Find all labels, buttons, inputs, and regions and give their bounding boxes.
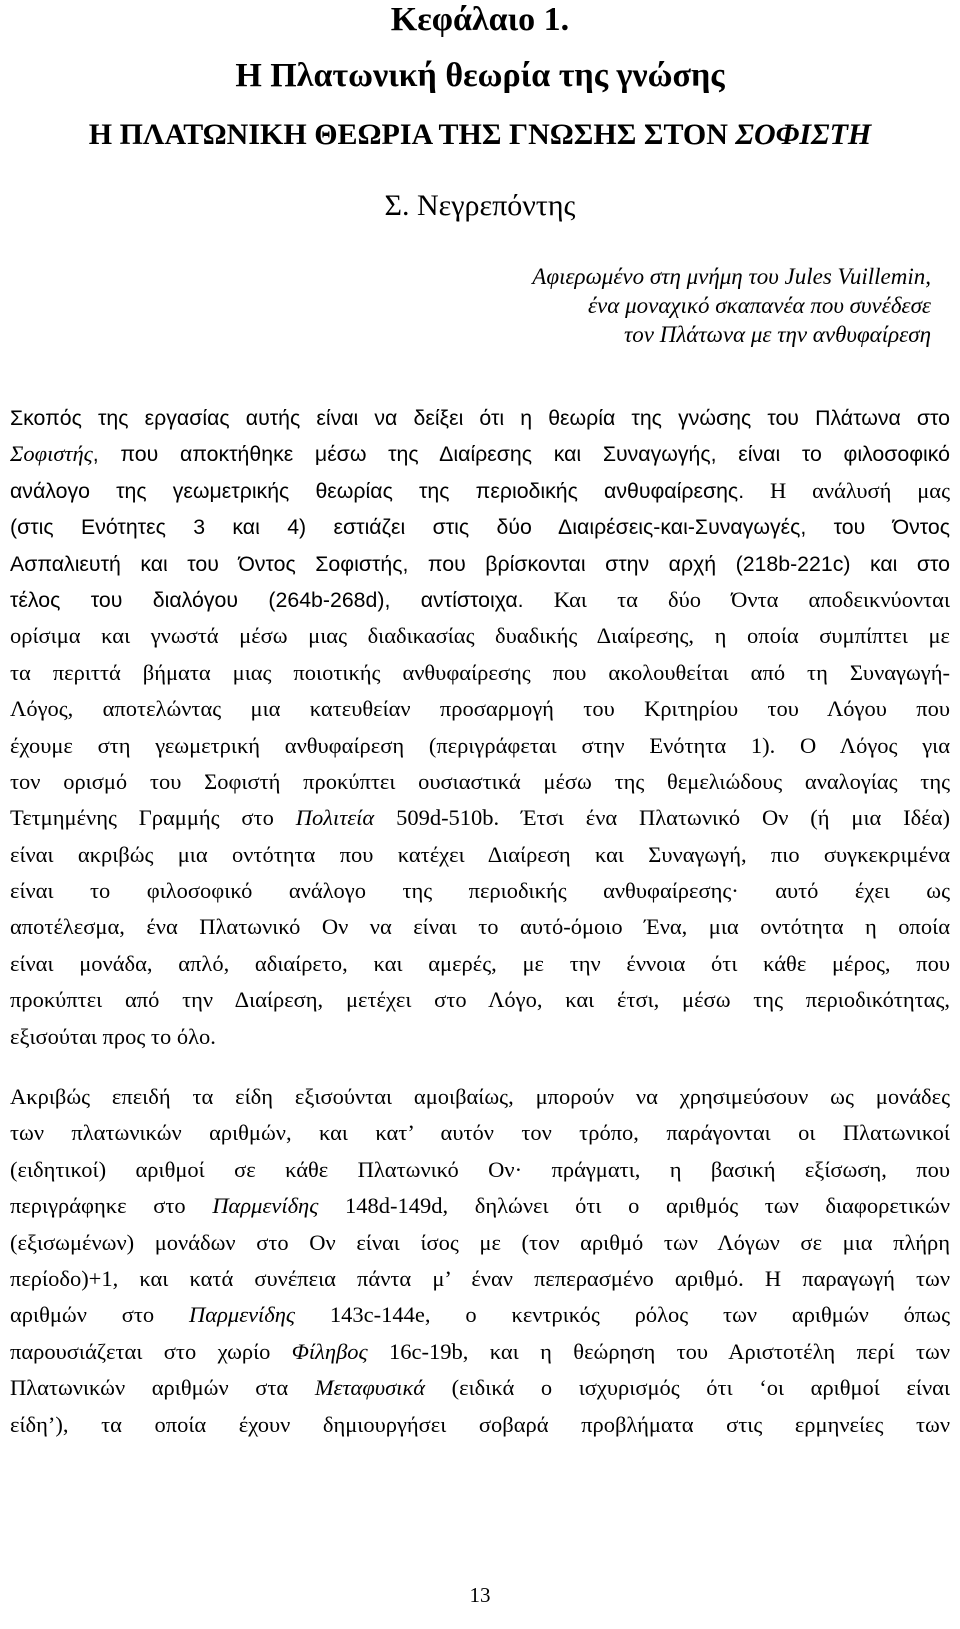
text-line: είναι το φιλοσοφικό ανάλογο της περιοδικής ανθυφαίρεσης· αυτό έχει ως bbox=[10, 878, 950, 904]
italic-title: Σοφιστής bbox=[10, 441, 93, 467]
text-span: περίοδο)+1, και κατά συνέπεια πάντα μ’ έναν πεπερασμένο αριθμό. bbox=[10, 1265, 744, 1291]
text-line: (ειδητικοί) αριθμοί σε κάθε Πλατωνικό Ον· πράγματι, η βασική εξίσωση, που bbox=[10, 1156, 950, 1182]
text-line: Σκοπός της εργασίας αυτής είναι να δείξει ότι η θεωρία της γνώσης του Πλάτωνα στο bbox=[10, 406, 950, 430]
text-line: είδη’), τα οποία έχουν δημιουργήσει σοβαρά προβλήματα στις ερμηνείες των bbox=[10, 1411, 950, 1437]
dedication-line: τον Πλάτωνα με την ανθυφαίρεση bbox=[624, 322, 931, 347]
text-line: ορίσιμα και γνωστά μέσω μιας διαδικασίας δυαδικής Διαίρεσης, η οποία συμπίπτει με bbox=[10, 623, 950, 649]
text-span: παρουσιάζεται στο χωρίο bbox=[10, 1338, 292, 1364]
text-line: είναι μονάδα, απλό, αδιαίρετο, και αμερές, με την έννοια ότι κάθε μέρος, που bbox=[10, 950, 950, 976]
text-line bbox=[10, 1334, 950, 1370]
text-line: των πλατωνικών αριθμών, και κατ’ αυτόν τον τρόπο, παράγονται οι Πλατωνικοί bbox=[10, 1120, 950, 1146]
dedication-line: ένα μοναχικό σκαπανέα που συνέδεσε bbox=[587, 293, 931, 318]
text-line bbox=[10, 1188, 950, 1224]
text-line: έχουμε στη γεωμετρική ανθυφαίρεση (περιγράφεται στην Ενότητα 1). Ο Λόγος για bbox=[10, 732, 950, 758]
italic-title: Φίληβος bbox=[291, 1338, 368, 1364]
text-line bbox=[10, 582, 950, 618]
text-line: αποτέλεσμα, ένα Πλατωνικό Ον να είναι το αυτό-όμοιο Ένα, μια οντότητα η οποία bbox=[10, 914, 950, 940]
text-line: εξισούται προς το όλο. bbox=[10, 1023, 216, 1049]
paragraph-2 bbox=[10, 1079, 950, 1443]
text-line bbox=[10, 436, 950, 472]
text-line bbox=[10, 1370, 950, 1406]
paper-title bbox=[0, 116, 960, 154]
text-span: Και τα δύο Όντα αποδεικνύονται bbox=[523, 586, 950, 612]
paper-title-italic: ΣΟΦΙΣΤΗ bbox=[735, 118, 872, 151]
chapter-heading: Κεφάλαιο 1. bbox=[390, 1, 570, 38]
text-line: Ασπαλιευτή και του Όντος Σοφιστής, που βρίσκονται στην αρχή (218b-221c) και στο bbox=[10, 551, 950, 576]
text-line bbox=[10, 800, 950, 836]
italic-title: Πολιτεία bbox=[295, 805, 375, 831]
paper-title-text: Η ΠΛΑΤΩΝΙΚΗ ΘΕΩΡΙΑ ΤΗΣ ΓΝΩΣΗΣ ΣΤΟΝ bbox=[88, 118, 736, 151]
text-span: ανάλογο της γεωμετρικής θεωρίας της περιοδικής ανθυφαίρεσης. bbox=[10, 478, 745, 503]
text-line bbox=[10, 1261, 950, 1297]
text-line bbox=[10, 473, 950, 509]
text-span: τέλος του διαλόγου (264b-268d), αντίστοιχα. bbox=[10, 587, 524, 612]
text-line: είναι ακριβώς μια οντότητα που κατέχει Διαίρεση και Συναγωγή, πιο συγκεκριμένα bbox=[10, 841, 950, 867]
text-span: Η παραγωγή των bbox=[743, 1265, 950, 1291]
text-line: (εξισωμένων) μονάδων στο Ον είναι ίσος με (τον αριθμό των Λόγων σε μια πλήρη bbox=[10, 1229, 950, 1255]
italic-title: Παρμενίδης bbox=[189, 1302, 296, 1328]
paragraph-1 bbox=[10, 400, 950, 1055]
dedication-line: Αφιερωμένο στη μνήμη του Jules Vuillemin, bbox=[532, 264, 931, 289]
author-name: Σ. Νεγρεπόντης bbox=[384, 189, 576, 222]
chapter-subtitle: Η Πλατωνική θεωρία της γνώσης bbox=[235, 57, 725, 94]
text-line: (στις Ενότητες 3 και 4) εστιάζει στις δύο Διαιρέσεις-και-Συναγωγές, του Όντος bbox=[10, 515, 950, 540]
text-span: αριθμών στο bbox=[10, 1302, 190, 1328]
text-line: τα περιττά βήματα μιας ποιοτικής ανθυφαίρεσης που ακολουθείται από τη Συναγωγή- bbox=[10, 659, 950, 685]
text-line: Λόγος, αποτελώντας μια κατευθείαν προσαρμογή του Κριτηρίου του Λόγου που bbox=[10, 696, 950, 722]
page-number: 13 bbox=[469, 1583, 491, 1607]
text-span: 143c-144e, ο κεντρικός ρόλος των αριθμών όπως bbox=[295, 1302, 950, 1328]
text-span: 509d-510b. bbox=[374, 805, 500, 831]
text-span: (ειδικά ο ισχυρισμός ότι ‘οι αριθμοί είναι bbox=[425, 1375, 950, 1401]
text-span: Πλατωνικών αριθμών στα bbox=[10, 1375, 315, 1401]
text-span: , που αποκτήθηκε μέσω της Διαίρεσης και Συναγωγής, είναι το φιλοσοφικό bbox=[92, 442, 950, 467]
text-line: τον ορισμό του Σοφιστή προκύπτει ουσιαστικά μέσω της θεμελιώδους αναλογίας της bbox=[10, 768, 950, 794]
text-line: προκύπτει από την Διαίρεση, μετέχει στο Λόγο, και έτσι, μέσω της περιοδικότητας, bbox=[10, 987, 950, 1013]
text-span: Έτσι ένα Πλατωνικό Ον (ή μια Ιδέα) bbox=[499, 805, 950, 831]
text-span: Η ανάλυσή μας bbox=[744, 477, 950, 503]
text-span: 16c-19b, και η θεώρηση του Αριστοτέλη περί των bbox=[367, 1338, 950, 1364]
text-line bbox=[10, 1297, 950, 1333]
text-span: 148d-149d, δηλώνει ότι ο αριθμός των διαφορετικών bbox=[318, 1193, 950, 1219]
text-line: Ακριβώς επειδή τα είδη εξισούνται αμοιβαίως, μπορούν να χρησιμεύσουν ως μονάδες bbox=[10, 1084, 950, 1109]
text-span: Τετμημένης Γραμμής στο bbox=[10, 805, 296, 831]
italic-title: Παρμενίδης bbox=[212, 1193, 319, 1219]
text-span: περιγράφηκε στο bbox=[10, 1193, 213, 1219]
dedication bbox=[532, 262, 931, 349]
italic-title: Μεταφυσικά bbox=[314, 1375, 426, 1401]
